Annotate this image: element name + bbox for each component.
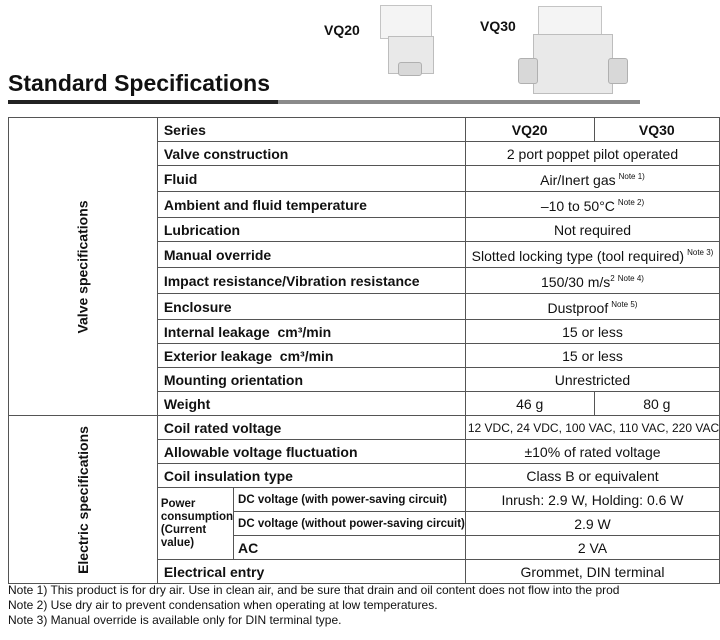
electrical-entry-label: Electrical entry xyxy=(157,560,465,584)
note-ref: Note 5) xyxy=(611,300,638,309)
power-label-line2: consumption xyxy=(160,510,234,523)
power-value: Inrush: 2.9 W, Holding: 0.6 W xyxy=(465,488,719,512)
row-value: 2 port poppet pilot operated xyxy=(465,142,719,166)
row-value: –10 to 50°C xyxy=(540,198,615,214)
electric-group-label: Electric specifications xyxy=(74,425,91,574)
row-label: Internal leakage xyxy=(163,323,270,340)
row-label: Lubrication xyxy=(157,218,465,242)
vq20-valve-image xyxy=(380,5,432,39)
insulation-value: Class B or equivalent xyxy=(465,464,719,488)
power-label-line3: (Current value) xyxy=(160,523,207,549)
row-value: 150/30 m/s xyxy=(541,274,611,290)
power-consumption-label xyxy=(157,488,233,560)
row-value: Dustproof xyxy=(547,300,609,316)
row-label: Valve construction xyxy=(157,142,465,166)
series-label: Series xyxy=(157,118,465,142)
vq30-valve-body xyxy=(533,34,613,94)
product-label-vq20: VQ20 xyxy=(324,22,360,38)
coil-voltage-value: 12 VDC, 24 VDC, 100 VAC, 110 VAC, 220 VAC xyxy=(465,416,719,440)
insulation-label: Coil insulation type xyxy=(157,464,465,488)
note-ref: Note 4) xyxy=(617,274,644,283)
title-underline xyxy=(8,100,640,104)
note-ref: Note 3) xyxy=(687,248,714,257)
power-label-line1: Power xyxy=(160,497,196,510)
power-sub-label: DC voltage (without power-saving circuit) xyxy=(234,512,466,536)
valve-specifications-group xyxy=(9,118,158,416)
table-row xyxy=(9,416,720,440)
note-ref: Note 2) xyxy=(617,198,645,207)
row-unit: cm³/min xyxy=(279,347,334,364)
product-vq20 xyxy=(320,0,450,80)
voltage-fluct-value: ±10% of rated voltage xyxy=(465,440,719,464)
electric-specifications-group xyxy=(9,416,158,584)
row-value-cell xyxy=(465,268,719,294)
row-unit: cm³/min xyxy=(277,323,332,340)
row-label: Mounting orientation xyxy=(157,368,465,392)
row-value: Slotted locking type (tool required) xyxy=(471,248,685,264)
row-value: Air/Inert gas xyxy=(540,172,616,188)
product-label-vq30: VQ30 xyxy=(480,18,516,34)
vq20-valve-port xyxy=(398,62,422,76)
row-label: Manual override xyxy=(157,242,465,268)
row-label: Fluid xyxy=(157,166,465,192)
series-vq30: VQ30 xyxy=(594,118,720,142)
row-label: Ambient and fluid temperature xyxy=(157,192,465,218)
note-3: Note 3) Manual override is available only for DIN terminal type. xyxy=(8,613,342,627)
row-value-cell xyxy=(465,242,719,268)
row-value-cell xyxy=(465,166,719,192)
row-label: Impact resistance/Vibration resistance xyxy=(157,268,465,294)
row-label-cell xyxy=(157,344,465,368)
note-2: Note 2) Use dry air to prevent condensation when operating at low temperatures. xyxy=(8,598,438,612)
vq30-valve-port-right xyxy=(608,58,628,84)
note-ref: Note 1) xyxy=(618,172,645,181)
coil-voltage-label: Coil rated voltage xyxy=(157,416,465,440)
spec-table xyxy=(8,117,720,584)
unit-superscript: 2 xyxy=(610,274,615,283)
weight-vq20: 46 g xyxy=(465,392,594,416)
voltage-fluct-label: Allowable voltage fluctuation xyxy=(157,440,465,464)
row-label-cell xyxy=(157,320,465,344)
electrical-entry-value: Grommet, DIN terminal xyxy=(465,560,719,584)
weight-label: Weight xyxy=(157,392,465,416)
series-vq20: VQ20 xyxy=(465,118,594,142)
table-row xyxy=(9,118,720,142)
row-value-cell xyxy=(465,294,719,320)
row-label: Enclosure xyxy=(157,294,465,320)
weight-vq30: 80 g xyxy=(594,392,720,416)
note-1: Note 1) This product is for dry air. Use in clean air, and be sure that drain and oil content does not flow into the prod xyxy=(8,583,620,597)
power-value: 2 VA xyxy=(465,536,719,560)
power-value: 2.9 W xyxy=(465,512,719,536)
power-sub-label: AC xyxy=(234,536,466,560)
row-value: Not required xyxy=(465,218,719,242)
vq30-valve-port-left xyxy=(518,58,538,84)
row-value: Unrestricted xyxy=(465,368,719,392)
product-vq30 xyxy=(478,0,640,100)
row-label: Exterior leakage xyxy=(163,347,273,364)
page-title: Standard Specifications xyxy=(8,70,271,96)
notes xyxy=(8,583,619,628)
row-value: 15 or less xyxy=(465,344,719,368)
row-value-cell xyxy=(465,192,719,218)
valve-group-label: Valve specifications xyxy=(74,199,91,334)
power-sub-label: DC voltage (with power-saving circuit) xyxy=(234,488,466,512)
row-value: 15 or less xyxy=(465,320,719,344)
